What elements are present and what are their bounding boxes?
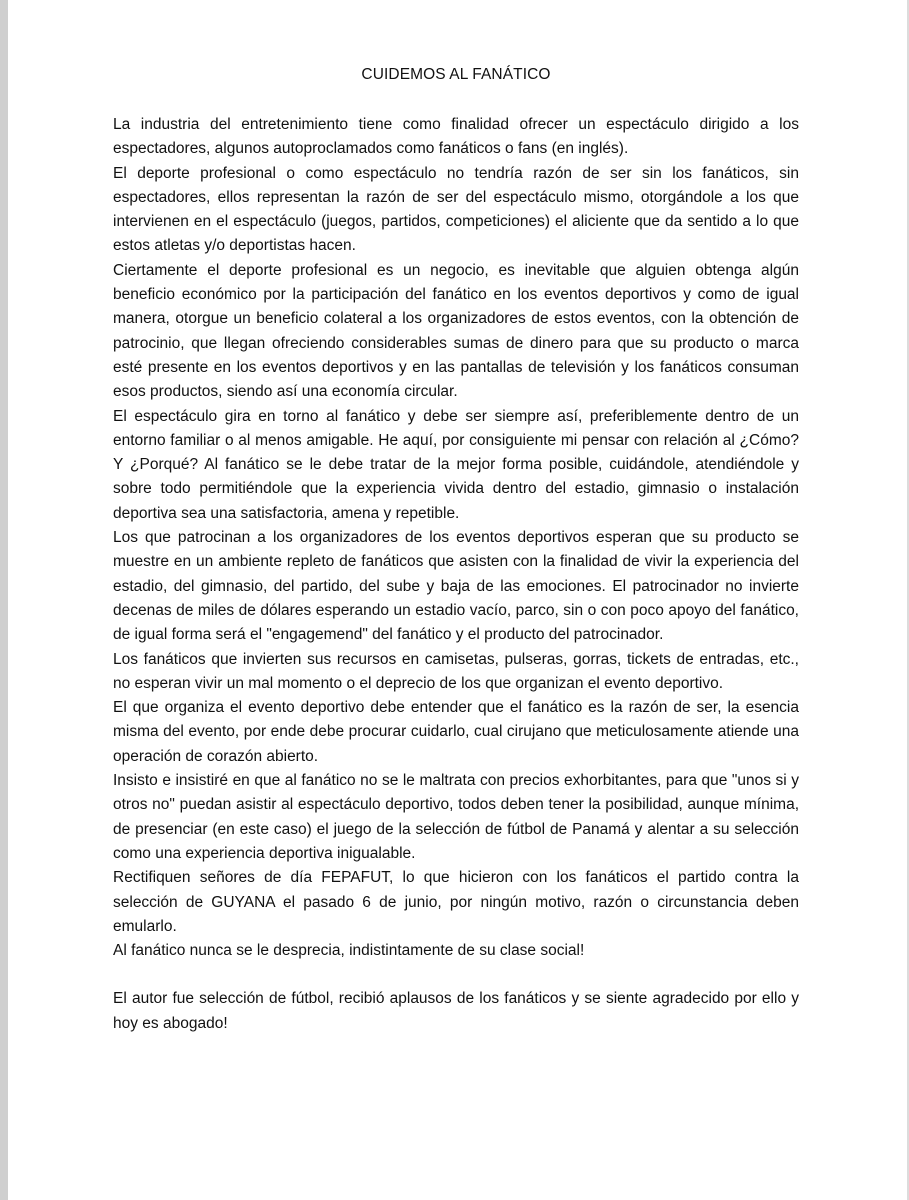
paragraph-fan-investment: Los fanáticos que invierten sus recursos en camisetas, pulseras, gorras, tickets de entradas, etc., no esperan vivir un mal momento o el deprecio de los que organizan el evento deportivo.: [113, 650, 799, 692]
paragraph-spacer: [113, 963, 799, 987]
paragraph-never-despise: Al fanático nunca se le desprecia, indistintamente de su clase social!: [113, 942, 585, 960]
document-body: [113, 64, 799, 1036]
paragraph-author-note: El autor fue selección de fútbol, recibió aplausos de los fanáticos y se siente agradecido por ello y hoy es abogado!: [113, 990, 799, 1032]
page-left-edge: [0, 0, 8, 1200]
paragraph-prices: Insisto e insistiré en que al fanático no se le maltrata con precios exhorbitantes, para que "unos si y otros no" puedan asistir al espectáculo deportivo, todos deben tener la posibilidad, aunque mínima, de presenciar (en este caso) el juego de la selección de fútbol de Panamá y alentar a su selección como una experiencia deportiva inigualable.: [113, 772, 799, 862]
paragraph-professional-sport: El deporte profesional o como espectáculo no tendría razón de ser sin los fanáticos, sin espectadores, ellos representan la razón de ser del espectáculo mismo, otorgándole a los que intervienen en el espectáculo (juegos, partidos, competiciones) el aliciente que da sentido a lo que estos atletas y/o deportistas hacen.: [113, 164, 799, 255]
paragraph-business: Ciertamente el deporte profesional es un negocio, es inevitable que alguien obtenga algún beneficio económico por la participación del fanático en los eventos deportivos y como de igual manera, otorgue un beneficio colateral a los organizadores de estos eventos, con la obtención de patrocinio, que llegan ofreciendo considerables sumas de dinero para que su producto o marca esté presente en los eventos deportivos y en las pantallas de televisión y los fanáticos consuman esos productos, siendo así una economía circular.: [113, 261, 799, 401]
paragraph-sponsors: Los que patrocinan a los organizadores de los eventos deportivos esperan que su producto se muestre en un ambiente repleto de fanáticos que asisten con la finalidad de vivir la experiencia del estadio, del gimnasio, del partido, del sube y baja de las emociones. El patrocinador no invierte decenas de miles de dólares esperando un estadio vacío, parco, sin o con poco apoyo del fanático, de igual forma será el "engagemend" del fanático y el producto del patrocinador.: [113, 529, 799, 644]
document-title: CUIDEMOS AL FANÁTICO: [361, 66, 551, 83]
paragraph-organizer: El que organiza el evento deportivo debe entender que el fanático es la razón de ser, la esencia misma del evento, por ende debe procurar cuidarlo, cual cirujano que meticulosamente atiende una operación de corazón abierto.: [113, 699, 799, 765]
paragraph-intro: La industria del entretenimiento tiene como finalidad ofrecer un espectáculo dirigido a los espectadores, algunos autoproclamados como fanáticos o fans (en inglés).: [113, 116, 799, 158]
paragraph-fepafut: Rectifiquen señores de día FEPAFUT, lo que hicieron con los fanáticos el partido contra la selección de GUYANA el pasado 6 de junio, por ningún motivo, razón o circunstancia deben emularlo.: [113, 869, 799, 935]
paragraph-spectacle: El espectáculo gira en torno al fanático y debe ser siempre así, preferiblemente dentro de un entorno familiar o al menos amigable. He aquí, por consiguiente mi pensar con relación al ¿Cómo? Y ¿Porqué? Al fanático se le debe tratar de la mejor forma posible, cuidándole, atendiéndole y sobre todo permitiéndole que la experiencia vivida dentro del estadio, gimnasio o instalación deportiva sea una satisfactoria, amena y repetible.: [113, 407, 799, 522]
